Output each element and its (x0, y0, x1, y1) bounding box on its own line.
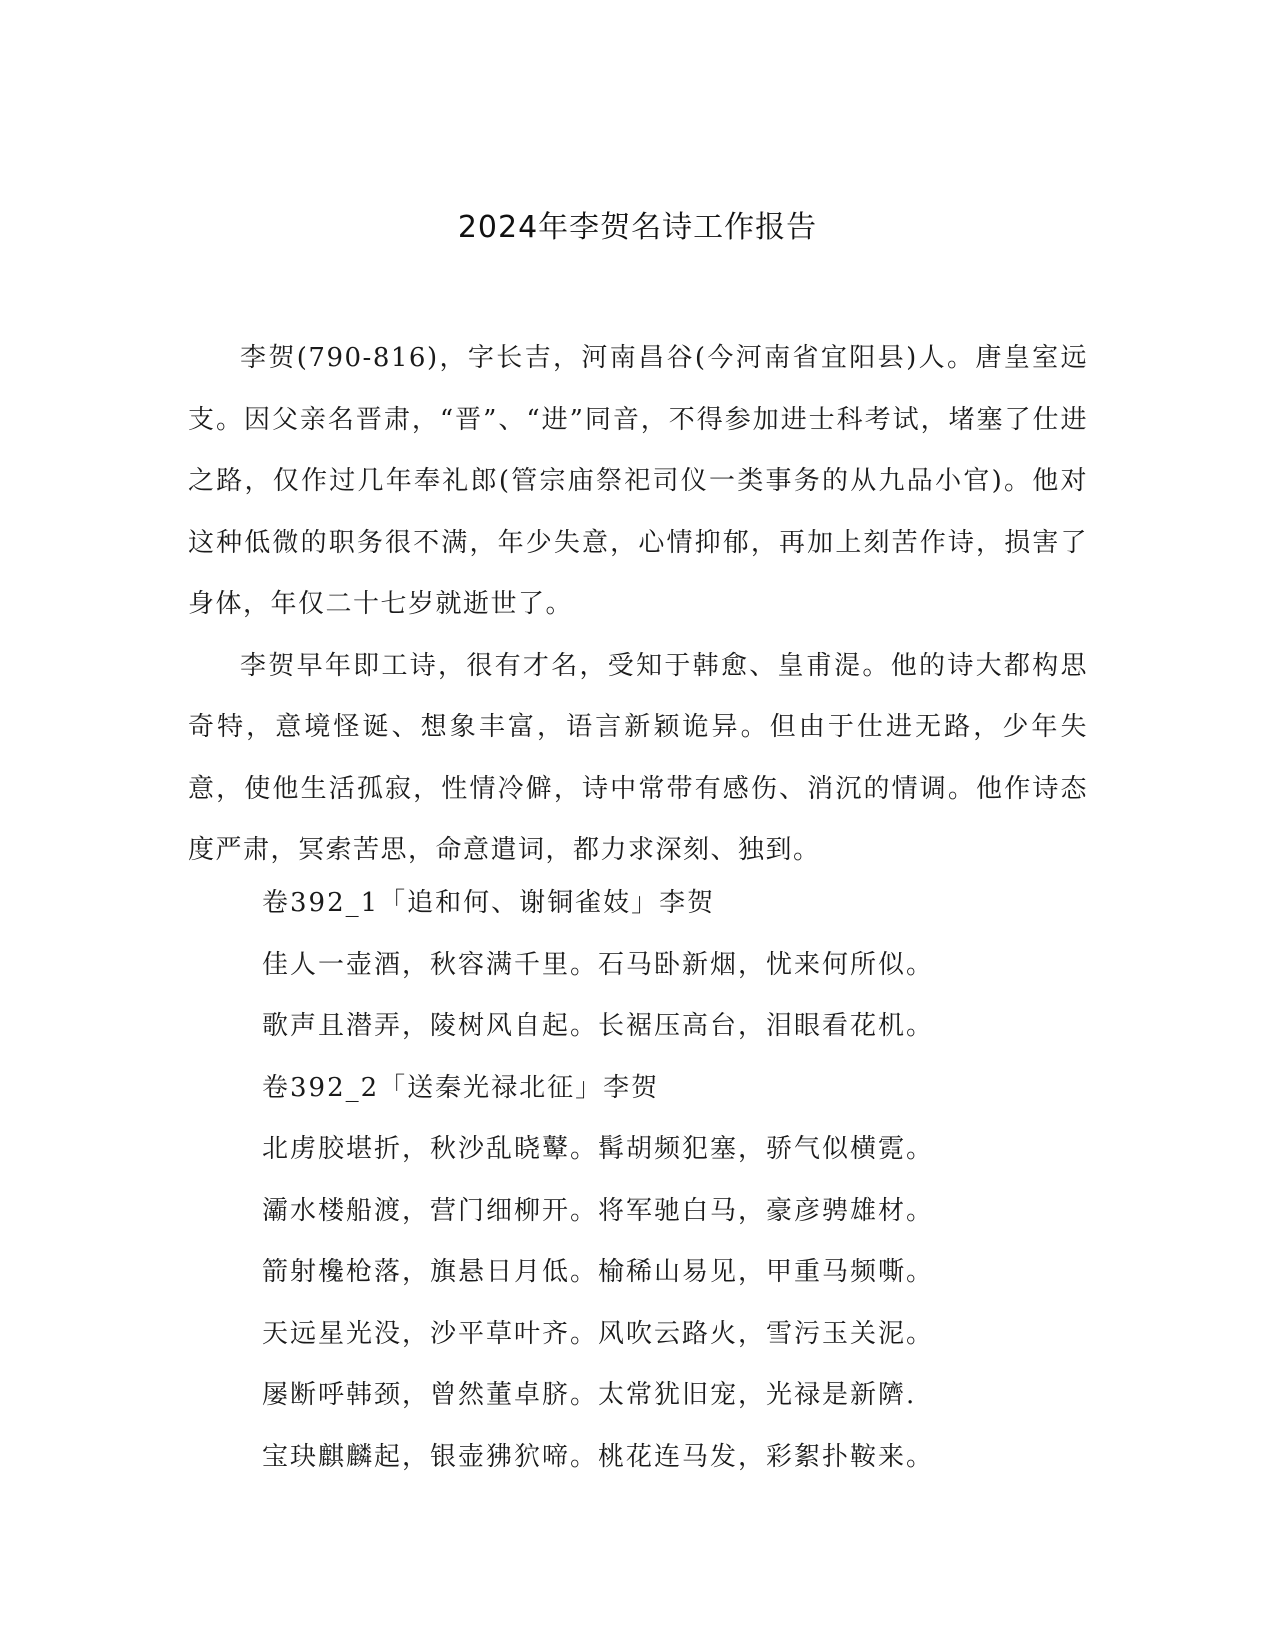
poem-heading: 卷392_2「送秦光禄北征」李贺 (262, 1072, 660, 1103)
poem-line: 箭射欃枪落，旗悬日月低。榆稀山易见，甲重马频嘶。 (262, 1257, 935, 1287)
paragraph-biography: 李贺(790-816)，字长吉，河南昌谷(今河南省宜阳县)人。唐皇室远支。因父亲名晋肃，“晋”、“进”同音，不得参加进士科考试，堵塞了仕进之路，仅作过几年奉礼郎(管宗庙祭祀司仪一类事务的从九品小官)。他对这种低微的职务很不满，年少失意，心情抑郁，再加上刻苦作诗，损害了身体，年仅二十七岁就逝世了。 (188, 343, 1088, 619)
poem-line: 北虏胶堪折，秋沙乱晓鼙。髯胡频犯塞，骄气似横霓。 (262, 1134, 935, 1164)
poem-line: 歌声且潜弄，陵树风自起。长裾压高台，泪眼看花机。 (262, 1011, 935, 1041)
poem-line: 灞水楼船渡，营门细柳开。将军驰白马，豪彦骋雄材。 (262, 1195, 935, 1226)
poem-line: 佳人一壶酒，秋容满千里。石马卧新烟，忧来何所似。 (262, 949, 935, 980)
paragraph-poetry-style: 李贺早年即工诗，很有才名，受知于韩愈、皇甫湜。他的诗大都构思奇特，意境怪诞、想象丰富，语言新颖诡异。但由于仕进无路，少年失意，使他生活孤寂，性情冷僻，诗中常带有感伤、消沉的情调。他作诗态度严肃，冥索苦思，命意遣词，都力求深刻、独到。 (188, 650, 1088, 865)
poem-line: 天远星光没，沙平草叶齐。风吹云路火，雪污玉关泥。 (262, 1318, 935, 1349)
document-title: 2024年李贺名诗工作报告 (457, 210, 818, 245)
poem-line: 屡断呼韩颈，曾然董卓脐。太常犹旧宠，光禄是新隮. (262, 1380, 917, 1410)
poem-line: 宝玦麒麟起，银壶狒狖啼。桃花连马发，彩絮扑鞍来。 (262, 1441, 935, 1472)
poem-section (262, 873, 1092, 1488)
poem-heading: 卷392_1「追和何、谢铜雀妓」李贺 (262, 888, 716, 918)
document-body (188, 328, 1088, 882)
